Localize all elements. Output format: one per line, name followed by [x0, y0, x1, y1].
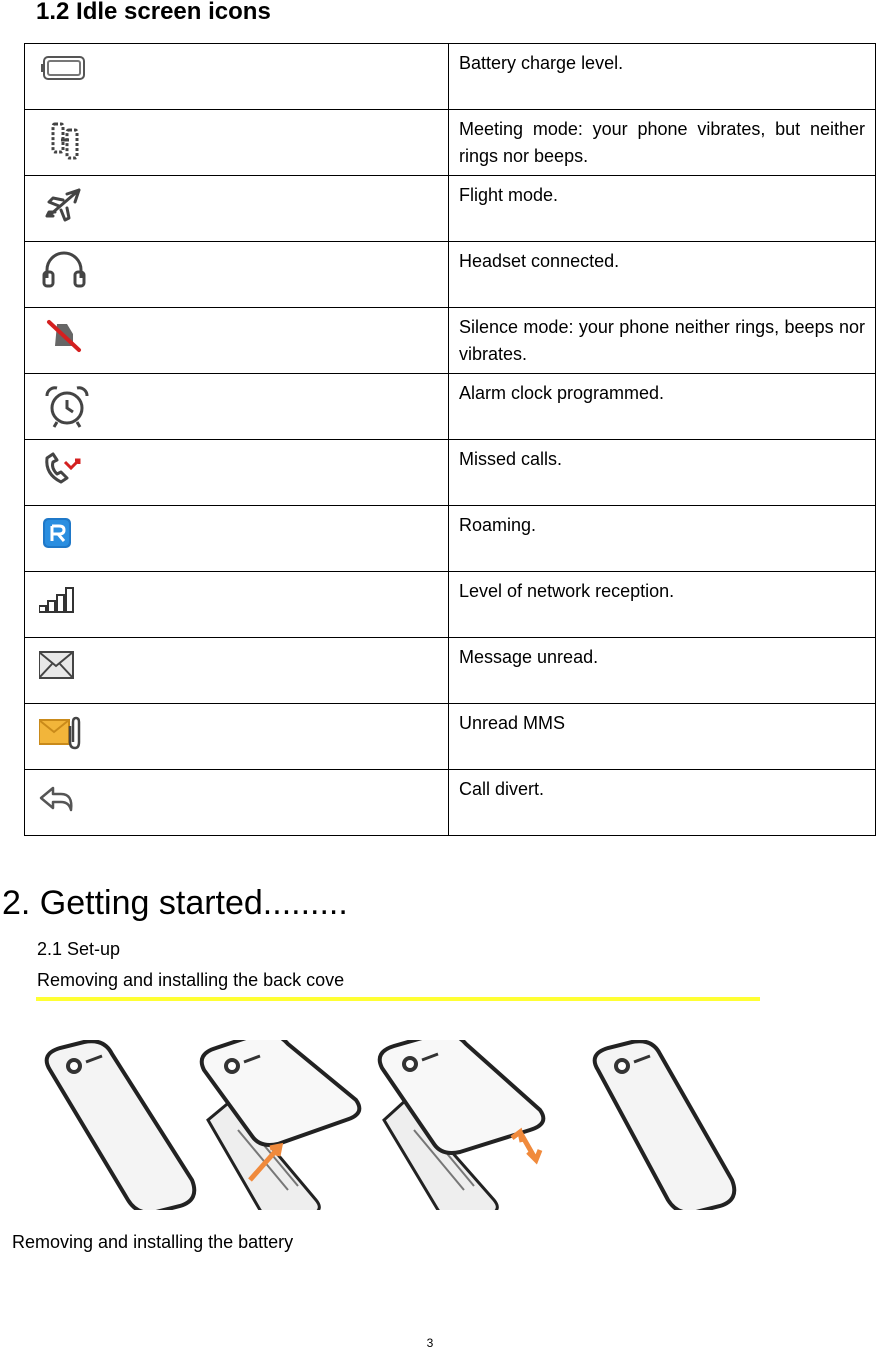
table-row [25, 374, 876, 440]
row-description: Missed calls. [449, 440, 876, 506]
row-description: Unread MMS [449, 704, 876, 770]
row-description: Call divert. [449, 770, 876, 836]
table-row [25, 638, 876, 704]
slide-arrow-icon [512, 1132, 540, 1160]
row-description: Roaming. [449, 506, 876, 572]
missed-call-icon [39, 448, 89, 488]
table-row [25, 704, 876, 770]
table-row [25, 44, 876, 110]
table-row [25, 440, 876, 506]
phone-back-closed [47, 1041, 195, 1210]
row-description: Level of network reception. [449, 572, 876, 638]
sub-section-number: 2.1 Set-up [37, 939, 121, 959]
headset-icon [39, 250, 89, 290]
meeting-mode-icon [39, 118, 89, 162]
flight-mode-icon [39, 184, 89, 224]
sub-heading: Removing and installing the back cove [37, 970, 345, 990]
highlight-rule [36, 997, 760, 1001]
silence-mode-icon [39, 316, 89, 356]
table-row [25, 110, 876, 176]
unread-mms-icon [39, 712, 89, 752]
table-row [25, 572, 876, 638]
battery-icon [39, 52, 89, 84]
row-description: Message unread. [449, 638, 876, 704]
table-row [25, 308, 876, 374]
call-divert-icon [39, 778, 89, 818]
table-row [25, 242, 876, 308]
signal-strength-icon [39, 580, 89, 620]
table-row [25, 770, 876, 836]
table-row [25, 506, 876, 572]
section-heading: 1.2 Idle screen icons [36, 0, 271, 25]
row-description: Alarm clock programmed. [449, 374, 876, 440]
phone-cover-lifting [202, 1040, 360, 1210]
message-unread-icon [39, 646, 89, 686]
row-description: Headset connected. [449, 242, 876, 308]
roaming-icon [39, 514, 89, 554]
table-row [25, 176, 876, 242]
row-description: Flight mode. [449, 176, 876, 242]
phone-cover-sliding [380, 1040, 544, 1210]
idle-icons-table [24, 43, 876, 836]
back-cover-illustration [30, 1040, 750, 1210]
phone-back-installed [595, 1041, 735, 1210]
battery-caption: Removing and installing the battery [12, 1232, 294, 1252]
row-description: Silence mode: your phone neither rings, beeps nor vibrates. [449, 308, 876, 374]
alarm-clock-icon [39, 382, 95, 430]
page-number: 3 [426, 1336, 434, 1350]
chapter-title: 2. Getting started......... [2, 884, 348, 922]
row-description: Battery charge level. [449, 44, 876, 110]
row-description: Meeting mode: your phone vibrates, but neither rings nor beeps. [449, 110, 876, 176]
